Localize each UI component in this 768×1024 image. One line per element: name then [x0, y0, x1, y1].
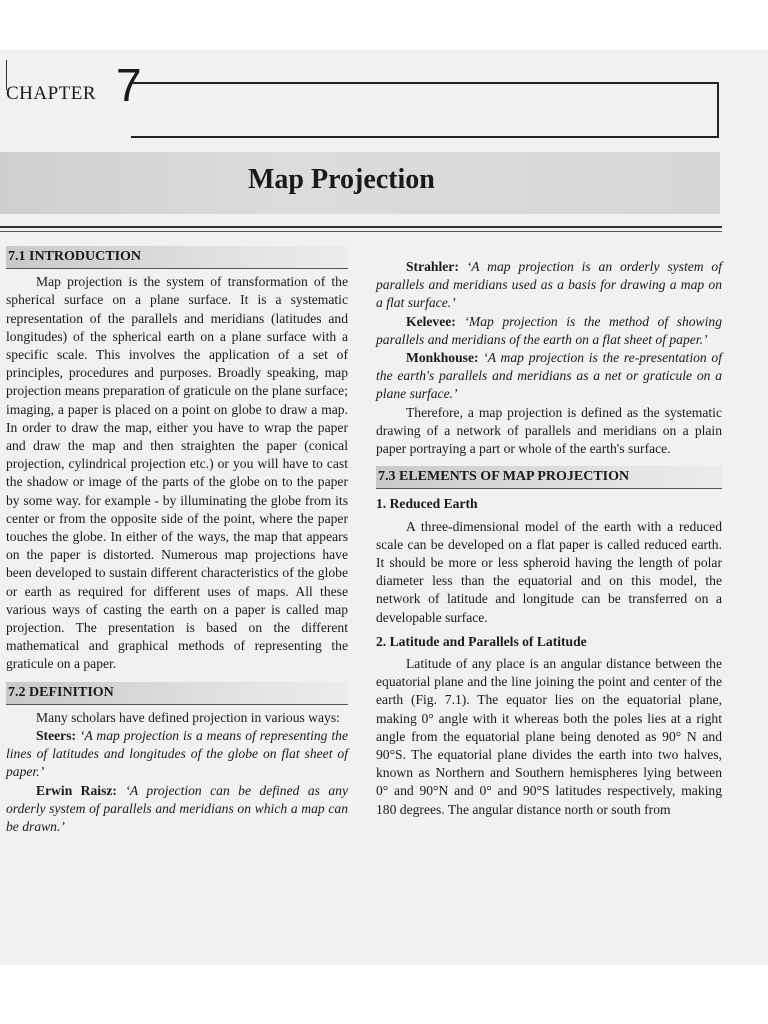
introduction-paragraph: Map projection is the system of transformation of the spherical surface on a plane surface. It is a systematic representation of the parallels and meridians (latitudes and longitudes) of the spherical earth on a plane surface with a specific scale. This involves the application of a set of principles, procedures and purposes. Broadly speaking, map projection means preparation of graticule on the plane surface; imaging, a paper is placed on a point on globe to draw a map. In order to draw the map, either you have to wrap the paper and draw the map and then straighten the paper (conical projection, cylindrical projection etc.) or you will have to cast the shadow or image of the parts of the globe on to the paper by some way. for example - by illuminating the globe from its center or from the opposite side of the point, where the paper touches the globe. In either of the ways, the map that appears on the paper is distorted. Numerous map projections have been developed to sustain different characteristics of the globe or earth as required for different uses of maps. All these various ways of casting the earth on a paper is called map projection. The presentation is based on the different mathematical and graphical methods of representing the graticule on a paper.: [6, 274, 348, 672]
raisz-definition: [6, 782, 348, 837]
strahler-name: Strahler:: [406, 259, 459, 274]
monkhouse-name: Monkhouse:: [406, 350, 479, 366]
monkhouse-definition: [376, 349, 722, 404]
raisz-quote: ‘A projection can be defined as any orderly system of parallels and meridians on which a map can be drawn.’: [6, 782, 348, 835]
left-column: [6, 246, 348, 836]
strahler-quote: ‘A map projection is an orderly system of parallels and meridians used as a basis for drawing a map on a flat surface.’: [376, 259, 722, 311]
monkhouse-quote: ‘A map projection is the re-presentation of the earth's parallels and meridians as a net or graticule on a plane surface.’: [376, 350, 722, 402]
section-heading-definition: 7.2 DEFINITION: [6, 682, 348, 705]
steers-definition: [6, 727, 348, 782]
chapter-title: Map Projection: [248, 164, 435, 195]
therefore-paragraph: Therefore, a map projection is defined as the systematic drawing of a network of parallels and meridians on a plain paper portraying a part or whole of the earth's surface.: [376, 404, 722, 457]
steers-name: Steers:: [36, 728, 77, 744]
kelevee-definition: [376, 313, 722, 349]
steers-quote: ‘A map projection is a means of representing the lines of latitudes and longitudes of the globe on flat sheet of paper.’: [6, 728, 348, 780]
raisz-name: Erwin Raisz:: [36, 782, 117, 798]
kelevee-name: Kelevee:: [406, 313, 456, 329]
definition-intro: Many scholars have defined projection in various ways:: [36, 709, 340, 725]
kelevee-quote: ‘Map projection is the method of showing parallels and meridians of the earth on a flat sheet of paper.’: [376, 313, 722, 347]
chapter-label: CHAPTER: [6, 83, 97, 104]
subheading-latitude: 2. Latitude and Parallels of Latitude: [376, 633, 587, 649]
reduced-earth-paragraph: A three-dimensional model of the earth with a reduced scale can be developed on a flat paper is called reduced earth. It should be more or less spheroid having the length of polar diameter less than the equatorial and on this model, the network of latitude and longitude can be transferred on a developable surface.: [376, 518, 722, 625]
chapter-frame: [131, 82, 719, 138]
strahler-definition: [376, 258, 722, 313]
section-heading-elements: 7.3 ELEMENTS OF MAP PROJECTION: [376, 466, 722, 489]
section-heading-introduction: 7.1 INTRODUCTION: [6, 246, 348, 269]
title-rule-thin: [0, 231, 722, 232]
chapter-number: 7: [116, 59, 142, 111]
subheading-reduced-earth: 1. Reduced Earth: [376, 496, 478, 512]
latitude-paragraph: Latitude of any place is an angular distance between the equatorial plane and the line joining the point and center of the earth (Fig. 7.1). The equator lies on the equatorial plane, making 0° angle with it whereas both the poles lies at a right angle from the equatorial plane being denoted as 90° N and 90°S. The equatorial plane divides the earth into two halves, known as Northern and Southern hemispheres lying between 0° and 90°N and 0° and 90°S latitudes respectively, making 180 degrees. The angular distance north or south from: [376, 656, 722, 817]
right-column: [376, 258, 722, 819]
title-rule: [0, 226, 722, 228]
